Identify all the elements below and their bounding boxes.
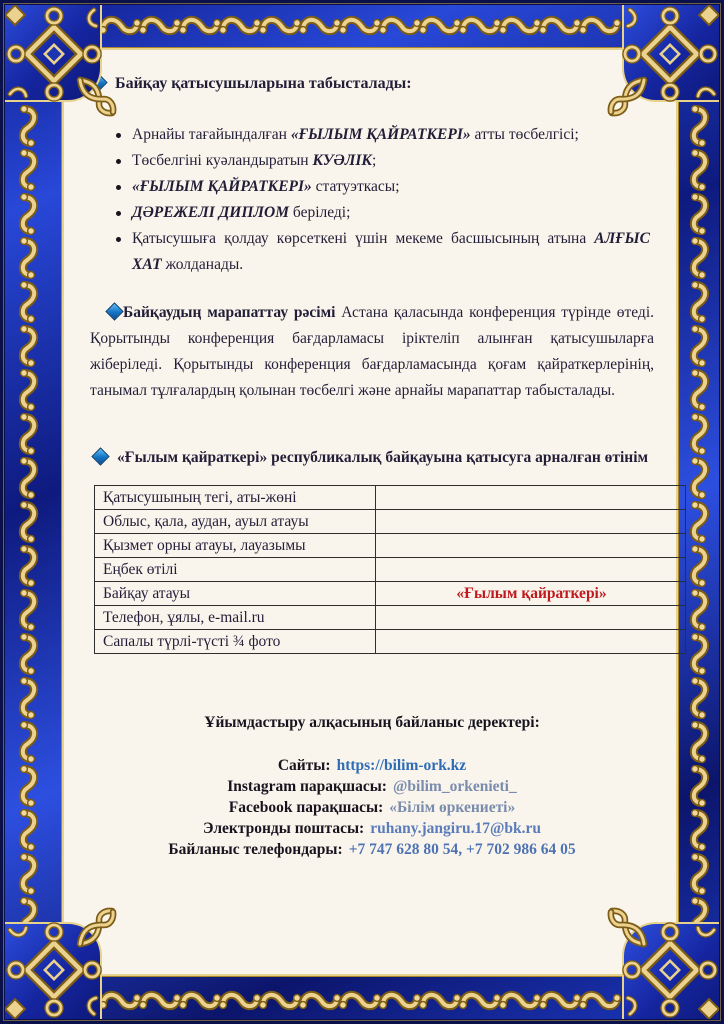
contacts-heading: Ұйымдастыру алқасының байланыс деректері: xyxy=(204,714,540,731)
border-scroll-pattern-left xyxy=(4,98,56,926)
row-label: Қызмет орны атауы, лауазымы xyxy=(95,534,376,558)
row-value-field[interactable] xyxy=(376,606,686,630)
border-scroll-pattern-top xyxy=(98,3,626,47)
row-label: Байқау атауы xyxy=(95,582,376,606)
table-row xyxy=(95,510,686,534)
contact-line-phones: Байланыс телефондары: +7 747 628 80 54, +7 702 986 64 05 xyxy=(168,841,576,858)
awards-list xyxy=(90,122,654,278)
contest-name-value: «Ғылым қайраткері» xyxy=(376,582,686,606)
award-list-item: «ҒЫЛЫМ ҚАЙРАТКЕРІ» статуэткасы; xyxy=(116,174,650,200)
awards-heading-text: Байқау қатысушыларына табысталады: xyxy=(115,75,412,92)
contact-line-website: Сайты: https://bilim-ork.kz xyxy=(277,757,467,774)
award-list-item: ДӘРЕЖЕЛІ ДИПЛОМ беріледі; xyxy=(116,200,650,226)
row-label: Облыс, қала, аудан, ауыл атауы xyxy=(95,510,376,534)
border-scroll-pattern-right xyxy=(679,98,722,926)
ceremony-paragraph xyxy=(90,300,654,404)
instagram-link[interactable]: @bilim_orkenieti_ xyxy=(392,778,517,795)
row-value-field[interactable] xyxy=(376,486,686,510)
award-list-item: Арнайы тағайындалған «ҒЫЛЫМ ҚАЙРАТКЕРІ» атты төсбелгісі; xyxy=(116,122,650,148)
border-scroll-pattern-bottom xyxy=(98,978,626,1022)
corner-ornament-icon xyxy=(2,2,120,120)
table-row xyxy=(95,606,686,630)
row-label: Телефон, ұялы, e-mail.ru xyxy=(95,606,376,630)
corner-ornament-icon xyxy=(2,904,120,1022)
diamond-bullet-icon xyxy=(105,302,123,320)
row-value-field[interactable] xyxy=(376,630,686,654)
awards-heading xyxy=(90,74,654,94)
website-link[interactable]: https://bilim-ork.kz xyxy=(336,757,467,774)
row-label: Сапалы түрлі-түсті ¾ фото xyxy=(95,630,376,654)
document-content xyxy=(62,48,678,976)
table-row xyxy=(95,534,686,558)
table-row xyxy=(95,558,686,582)
award-list-item: Төсбелгіні куәландыратын КУӘЛІК; xyxy=(116,148,650,174)
ceremony-lead: Байқаудың марапаттау рәсімі xyxy=(123,304,336,321)
table-row xyxy=(95,486,686,510)
phone-numbers: +7 747 628 80 54, +7 702 986 64 05 xyxy=(348,841,576,858)
ceremony-body: Астана қаласында конференция түрінде өтеді. Қорытынды конференция бағдарламасы іріктеліп алынған қатысушыларға жіберіледі. Қорытынды конференция бағдарламасында қоғам қайраткерлерінің, танымал тұлғалардың қолынан төсбелгі және арнайы марапаттар табысталады. xyxy=(90,304,655,399)
contact-line-facebook: Facebook парақшасы: «Білім өркениеті» xyxy=(228,799,516,816)
application-heading: «Ғылым қайраткері» республикалық байқауына қатысуга арналған өтінім xyxy=(92,448,654,468)
row-label: Қатысушының тегі, аты-жөні xyxy=(95,486,376,510)
corner-ornament-icon xyxy=(604,904,722,1022)
table-row xyxy=(95,582,686,606)
application-form-table xyxy=(94,485,686,654)
table-row xyxy=(95,630,686,654)
facebook-link[interactable]: «Білім өркениеті» xyxy=(389,799,516,816)
row-value-field[interactable] xyxy=(376,558,686,582)
row-value-field[interactable] xyxy=(376,534,686,558)
contacts-section xyxy=(90,714,654,860)
diamond-bullet-icon xyxy=(91,447,109,465)
row-label: Еңбек өтілі xyxy=(95,558,376,582)
row-value-field[interactable] xyxy=(376,510,686,534)
contact-line-email: Электронды поштасы: ruhany.jangiru.17@bk.ru xyxy=(203,820,541,837)
contact-lines xyxy=(90,755,654,860)
corner-ornament-icon xyxy=(604,2,722,120)
email-link[interactable]: ruhany.jangiru.17@bk.ru xyxy=(370,820,541,837)
award-list-item: Қатысушыға қолдау көрсеткені үшін мекеме басшысының атына АЛҒЫС ХАТ жолданады. xyxy=(116,226,650,278)
contact-line-instagram: Instagram парақшасы: @bilim_orkenieti_ xyxy=(227,778,517,795)
